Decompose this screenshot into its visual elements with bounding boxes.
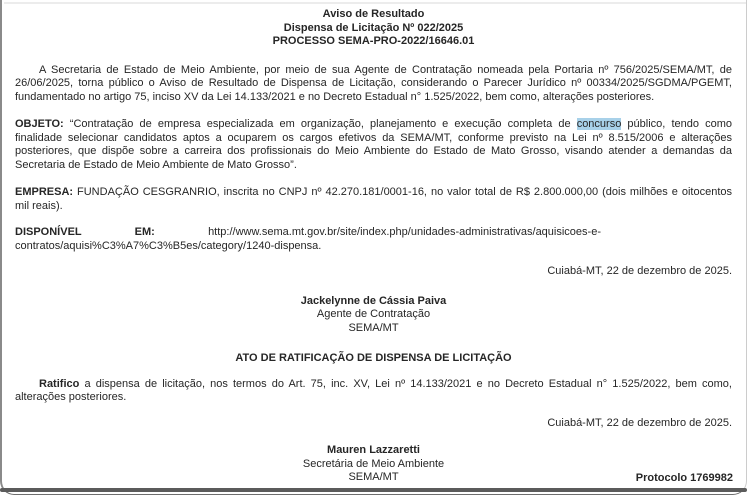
signature-block-2: [15, 444, 732, 485]
notice-content: [2, 0, 746, 485]
notice-heading: [15, 8, 732, 49]
disponivel-url: http://www.sema.mt.gov.br/site/index.php/unidades-administrativas/aquisicoes-e-contratos/aquisi%C3%A7%C3%B5es/category/1240-dispensa.: [15, 226, 601, 252]
date-line-1: Cuiabá-MT, 22 de dezembro de 2025.: [547, 265, 732, 277]
intro-paragraph: A Secretaria de Estado de Meio Ambiente, por meio de sua Agente de Contratação nomeada pela Portaria nº 756/2025/SEMA/MT, de 26/06/2025, torna público o Aviso de Resultado de Dispensa de Licitação, considerando o Parecer Jurídico nº 00334/2025/SGDMA/PGEMT, fundamentado no artigo 75, inciso XV da Lei 14.133/2021 e no Decreto Estadual n° 1.525/2022, bem como, alterações posteriores.: [15, 63, 732, 103]
signer-org-1: SEMA/MT: [348, 321, 399, 334]
signer-role-2: Secretária de Meio Ambiente: [302, 457, 445, 470]
objeto-text-before: “Contratação de empresa especializada em organização, planejamento e execução completa de: [63, 118, 577, 130]
bottom-rule: [0, 488, 747, 492]
signer-role-1: Agente de Contratação: [316, 308, 431, 320]
notice-subtitle: Dispensa de Licitação Nº 022/2025: [283, 21, 464, 34]
date-line-2: Cuiabá-MT, 22 de dezembro de 2025.: [547, 416, 732, 429]
empresa-label: EMPRESA:: [15, 186, 74, 198]
protocol-number: Protocolo 1769982: [635, 472, 733, 484]
signer-name-2: Mauren Lazzaretti: [327, 444, 420, 456]
empresa-text: FUNDAÇÃO CESGRANRIO, inscrita no CNPJ nº 42.270.181/0001-16, no valor total de R$ 2.800.000,00 (dois milhões e oitocentos mil reais).: [15, 186, 732, 212]
signature-block-1: [15, 295, 732, 336]
disponivel-label: DISPONÍVEL EM:: [15, 226, 155, 238]
search-highlight: concurso: [576, 118, 622, 130]
objeto-label: OBJETO:: [15, 118, 64, 130]
signer-name-1: Jackelynne de Cássia Paiva: [300, 294, 447, 307]
notice-title: Aviso de Resultado: [322, 8, 425, 20]
objeto-text-after: público, tendo como finalidade selecionar candidatos aptos a ocuparem os cargos efetivos da SEMA/MT, conforme previsto na Lei nº 8.515/2006 e alterações posteriores, que dispõe sobre a carreira dos profissionais do Meio Ambiente do Estado de Mato Grosso, visando atender a demandas da Secretaria de Estado de Meio Ambiente de Mato Grosso”.: [15, 118, 732, 171]
objeto-paragraph: [15, 118, 732, 172]
empresa-paragraph: [15, 186, 732, 213]
disponivel-paragraph: [15, 226, 601, 253]
ratification-heading: ATO DE RATIFICAÇÃO DE DISPENSA DE LICITAÇÃO: [235, 352, 512, 364]
ratifico-text: a dispensa de licitação, nos termos do Art. 75, inc. XV, Lei nº 14.133/2021 e no Decreto Estadual n° 1.525/2022, bem como, alterações posteriores.: [15, 377, 732, 403]
notice-process-number: PROCESSO SEMA-PRO-2022/16646.01: [272, 35, 475, 47]
ratifico-lead-word: Ratifico: [39, 377, 80, 390]
signer-org-2: SEMA/MT: [348, 471, 399, 483]
ratification-paragraph: [15, 378, 732, 405]
